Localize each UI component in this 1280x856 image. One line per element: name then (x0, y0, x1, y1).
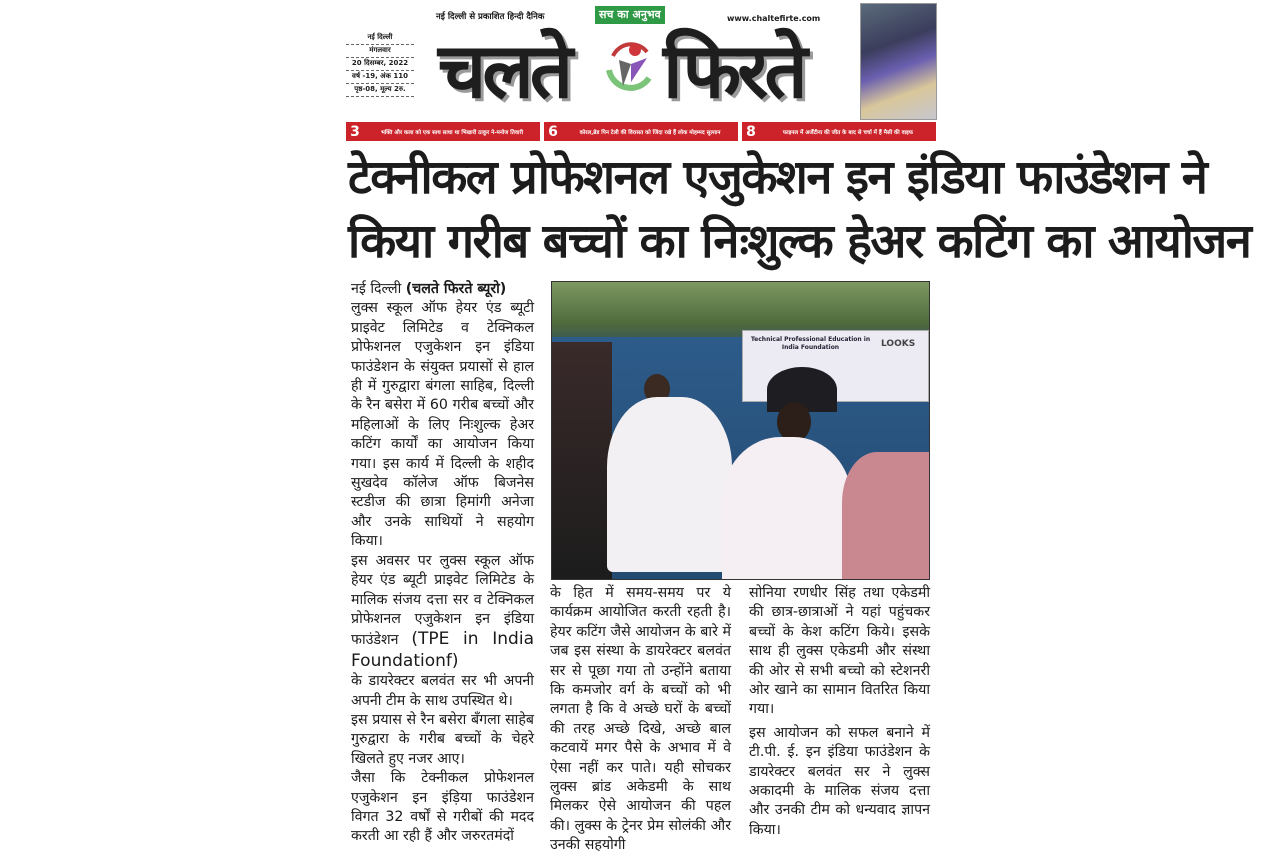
teaser-page: 6 (548, 123, 558, 140)
edition-issue: वर्ष -19, अंक 110 (346, 71, 414, 84)
teaser-page: 3 (350, 123, 360, 140)
edition-pages-price: पृष्ठ-08, मूल्य 2रु. (346, 84, 414, 97)
headline-line-2: किया गरीब बच्चों का निःशुल्क हेअर कटिंग का आयोजन (348, 214, 1251, 269)
paragraph: के डायरेक्टर बलवंत सर भी अपनी अपनी टीम के साथ उपस्थित थे। (351, 673, 534, 709)
article-column-2 (550, 584, 731, 856)
edition-info (346, 32, 414, 97)
teaser-text: भक्ति और कला को एक साथ साधा था भिखारी ठाकुर ने-मनोज तिवारी (380, 129, 524, 136)
masthead-title-word1: चलते (438, 26, 570, 115)
masthead (438, 2, 856, 117)
paragraph: सोनिया रणधीर सिंह तथा एकेडमी की छात्र-छात्राओं ने यहां पहुंचकर बच्चों के केश कटिंग किये। इसके साथ ही लुक्स एकेडमी और संस्था की ओर से सभी बच्चो को स्टेशनरी ओर खाने का सामान वितरित किया गया। (749, 585, 930, 718)
masthead-motto: सच का अनुभव (595, 6, 665, 24)
edition-day: मंगलवार (346, 45, 414, 58)
teaser-item[interactable] (742, 122, 936, 141)
byline: (चलते फिरते ब्यूरो) (405, 281, 507, 297)
teaser-text: फाइनल में अर्जेंटीना की जीत के बाद से चर्चा में हैं मैसी की वाइफ (782, 129, 914, 136)
paragraph: लुक्स स्कूल ऑफ हेयर एंड ब्यूटी प्राइवेट लिमिटेड व टेक्निकल प्रोफेशनल एजुकेशन इन इंडिया फाउंडेशन के संयुक्त प्रयासों से हाल ही में गुरुद्वारा बंगला साहिब, दिल्ली के रैन बसेरा में 60 गरीब बच्चों और महिलाओं के लिए निःशुल्क हेअर कटिंग कार्यों का आयोजन किया गया। इस कार्य में दिल्ली के शहीद सुखदेव कॉलेज ऑफ बिजनेस स्टडीज की छात्रा हिमांगी अनेजा और उनके साथियों ने सहयोग किया। (351, 300, 534, 550)
newspaper-logo-icon (601, 34, 655, 100)
cover-photo (860, 3, 937, 120)
paragraph: इस आयोजन को सफल बनाने में टी.पी. ई. इन इंडिया फाउंडेशन के डायरेक्टर बलवंत सर ने लुक्स अकादमी के मालिक संजय दत्ता और उनकी टीम को धन्यवाद ज्ञापन किया। (749, 724, 930, 838)
paragraph: इस प्रयास से रैन बसेरा बँगला साहेब गुरुद्वारा के गरीब बच्चों के चेहरे खिलते हुए नजर आए। (351, 711, 534, 767)
teaser-page: 8 (746, 123, 756, 140)
masthead-url: www.chaltefirte.com (727, 14, 821, 23)
photo-brand: LOOKS (881, 339, 916, 349)
article-headline (348, 146, 1251, 274)
masthead-title-word2: फिरते (663, 26, 804, 115)
article-photo (551, 281, 930, 580)
edition-city: नई दिल्ली (346, 32, 414, 45)
teaser-bar (346, 122, 936, 141)
headline-line-1: टेक्नीकल प्रोफेशनल एजुकेशन इन इंडिया फाउंडेशन ने (348, 150, 1207, 205)
masthead-tagline: नई दिल्ली से प्रकाशित हिन्दी दैनिक (436, 12, 545, 22)
paragraph: जैसा कि टेक्नीकल प्रोफेशनल एजुकेशन इन इंड़िया फाउंडेशन विगत 32 वर्षों से गरीबों की मदद करती आ रही हैं और जरुरतमंदों (351, 770, 534, 845)
paragraph-latin: (TPE in India Foundationf) (351, 629, 534, 671)
paragraph: के हित में समय-समय पर ये कार्यक्रम आयोजित करती रहती है। हेयर कटिंग जैसे आयोजन के बारे में जब इस संस्था के डायरेक्टर बलवंत सर से पूछा गया तो उन्होंने बताया कि कमजोर वर्ग के बच्चों को भी लगता है कि वे अच्छे घरों के बच्चों की तरह अच्छे दिखे, अच्छे बाल कटवायें मगर पैसे के अभाव में वे ऐसा नहीं कर पाते। यही सोचकर लुक्स ब्रांड अकेडमी के साथ मिलकर ऐसे आयोजन की पहल की। लुक्स के ट्रेनर प्रेम सोलंकी और उनकी सहयोगी (550, 585, 731, 854)
teaser-item[interactable] (544, 122, 738, 141)
dateline: नई दिल्ली (351, 281, 402, 297)
paragraph: इस अवसर पर लुक्स स्कूल ऑफ हेयर एंड ब्यूटी प्राइवेट लिमिटेड के मालिक संजय दत्ता सर व टेक्निकल प्रोफेशनल एजुकेशन इन इंडिया फाउंडेशन (351, 552, 534, 649)
photo-banner-text: Technical Professional Education in India Foundation (750, 336, 871, 351)
edition-date: 20 दिसम्बर, 2022 (346, 58, 414, 71)
teaser-text: कोरल,ब्रेड पिन टेली की विरासत को जिंदा रखे हैं लोक मोहम्मद सुल्तान (579, 129, 721, 136)
teaser-item[interactable] (346, 122, 540, 141)
article-column-3 (749, 584, 930, 840)
article-column-1 (351, 280, 534, 847)
